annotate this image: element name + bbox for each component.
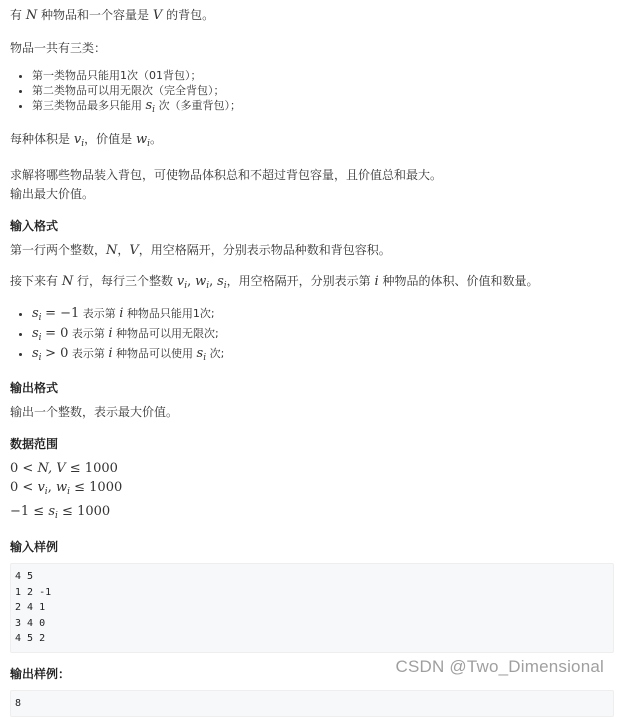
math-i: i [375,274,379,289]
range-line-1 [10,459,612,478]
range1-a: 0 < [10,461,33,476]
math-relation: = −1 [45,306,79,321]
list-item [32,326,612,346]
math-relation: = 0 [45,326,68,341]
math-w: w [195,274,206,289]
math-s: s [217,274,224,289]
math-sub-i: i [152,105,155,115]
if1-text-a: 第一行两个整数， [10,243,106,257]
csdn-watermark: CSDN @Two_Dimensional [395,657,604,677]
problem-statement [10,6,612,717]
math-V: V [129,243,138,258]
bullet-text-b: 种物品可以使用 [116,347,193,360]
math-i: i [108,346,112,361]
bullet-text-b: 种物品只能用1次; [127,307,215,320]
bullet-text-a: 表示第 [72,347,105,360]
math-s: s [32,346,39,361]
types-list [10,68,612,118]
math-sub-i: i [55,511,58,521]
math-sub-i: i [39,333,42,343]
range1-b: N, V [37,461,65,476]
math-sub-i: i [147,139,150,149]
sample-input-code[interactable]: 4 5 1 2 -1 2 4 1 3 4 0 4 5 2 [10,563,614,653]
list-item [32,98,612,118]
math-w: w [56,480,67,495]
math-w: w [136,132,147,147]
volume-text-b: ，价值是 [84,132,132,146]
list-item: • 第一类物品只能用1次（01背包）； [32,68,612,83]
math-s: s [48,504,55,519]
task-line-1: 求解将哪些物品装入背包，可使物品体积总和不超过背包容量，且价值总和最大。 [10,166,612,185]
intro-line [10,6,612,25]
math-v: v [74,132,81,147]
math-comma: , [48,480,52,495]
math-sub-i: i [206,281,209,291]
sample-input-heading: 输入样例 [10,538,612,556]
range1-c: ≤ 1000 [70,461,118,476]
sample-output-heading: 输出样例： [10,665,612,683]
range-line-3 [10,502,612,526]
task-line-2: 输出最大价值。 [10,185,612,204]
bullet-text-a: 表示第 [72,327,105,340]
bullet-text-b: 种物品可以用无限次; [116,327,219,340]
math-comma: , [187,274,191,289]
list-item [32,346,612,366]
math-sub-i: i [203,353,206,363]
if2-text-a: 接下来有 [10,274,58,288]
input-format-line-1 [10,241,612,260]
list-item: • 第二类物品可以用无限次（完全背包）； [32,83,612,98]
math-v: v [37,480,44,495]
constraints-list [10,306,612,366]
range3-a: −1 ≤ [10,504,44,519]
math-V: V [153,8,162,23]
bullet-text-a: 表示第 [83,307,116,320]
range2-c: ≤ 1000 [74,480,122,495]
volume-text-c: 。 [150,132,162,146]
types-title: 物品一共有三类： [10,39,612,58]
math-N: N [62,274,73,289]
math-comma: , [209,274,213,289]
range-line-2 [10,478,612,502]
math-sub-i: i [39,313,42,323]
range3-c: ≤ 1000 [62,504,110,519]
math-N: N [106,243,117,258]
if2-text-b: 行，每行三个整数 [77,274,173,288]
if2-text-d: 种物品的体积、价值和数量。 [383,274,539,288]
type3-text-b: 次（多重背包）； [159,99,242,112]
intro-text-c: 的背包。 [166,8,214,22]
math-s: s [32,326,39,341]
list-item [32,306,612,326]
math-v: v [177,274,184,289]
math-s: s [32,306,39,321]
if1-comma: ， [117,243,129,257]
range2-a: 0 < [10,480,33,495]
math-sub-i: i [184,281,187,291]
volume-line [10,130,612,154]
range-formulas [10,459,612,526]
output-format-text: 输出一个整数，表示最大价值。 [10,403,612,422]
type3-text-a: 第三类物品最多只能用 [32,99,142,112]
intro-text-a: 有 [10,8,22,22]
volume-text-a: 每种体积是 [10,132,70,146]
bullet-text-c: 次; [210,347,225,360]
input-format-line-2 [10,272,612,296]
math-s: s [146,98,153,113]
math-sub-i: i [45,487,48,497]
math-sub-i: i [67,487,70,497]
math-i: i [119,306,123,321]
input-format-heading: 输入格式 [10,217,612,235]
if2-text-c: ，用空格隔开，分别表示第 [227,274,371,288]
math-relation: > 0 [45,346,68,361]
output-format-heading: 输出格式 [10,379,612,397]
sample-output-code[interactable]: 8 [10,690,614,717]
if1-text-b: ，用空格隔开，分别表示物品种数和背包容积。 [139,243,391,257]
intro-text-b: 种物品和一个容量是 [41,8,149,22]
math-i: i [108,326,112,341]
math-N: N [26,8,37,23]
data-range-heading: 数据范围 [10,435,612,453]
math-s: s [197,346,204,361]
math-sub-i: i [39,353,42,363]
math-sub-i: i [224,281,227,291]
math-sub-i: i [81,139,84,149]
